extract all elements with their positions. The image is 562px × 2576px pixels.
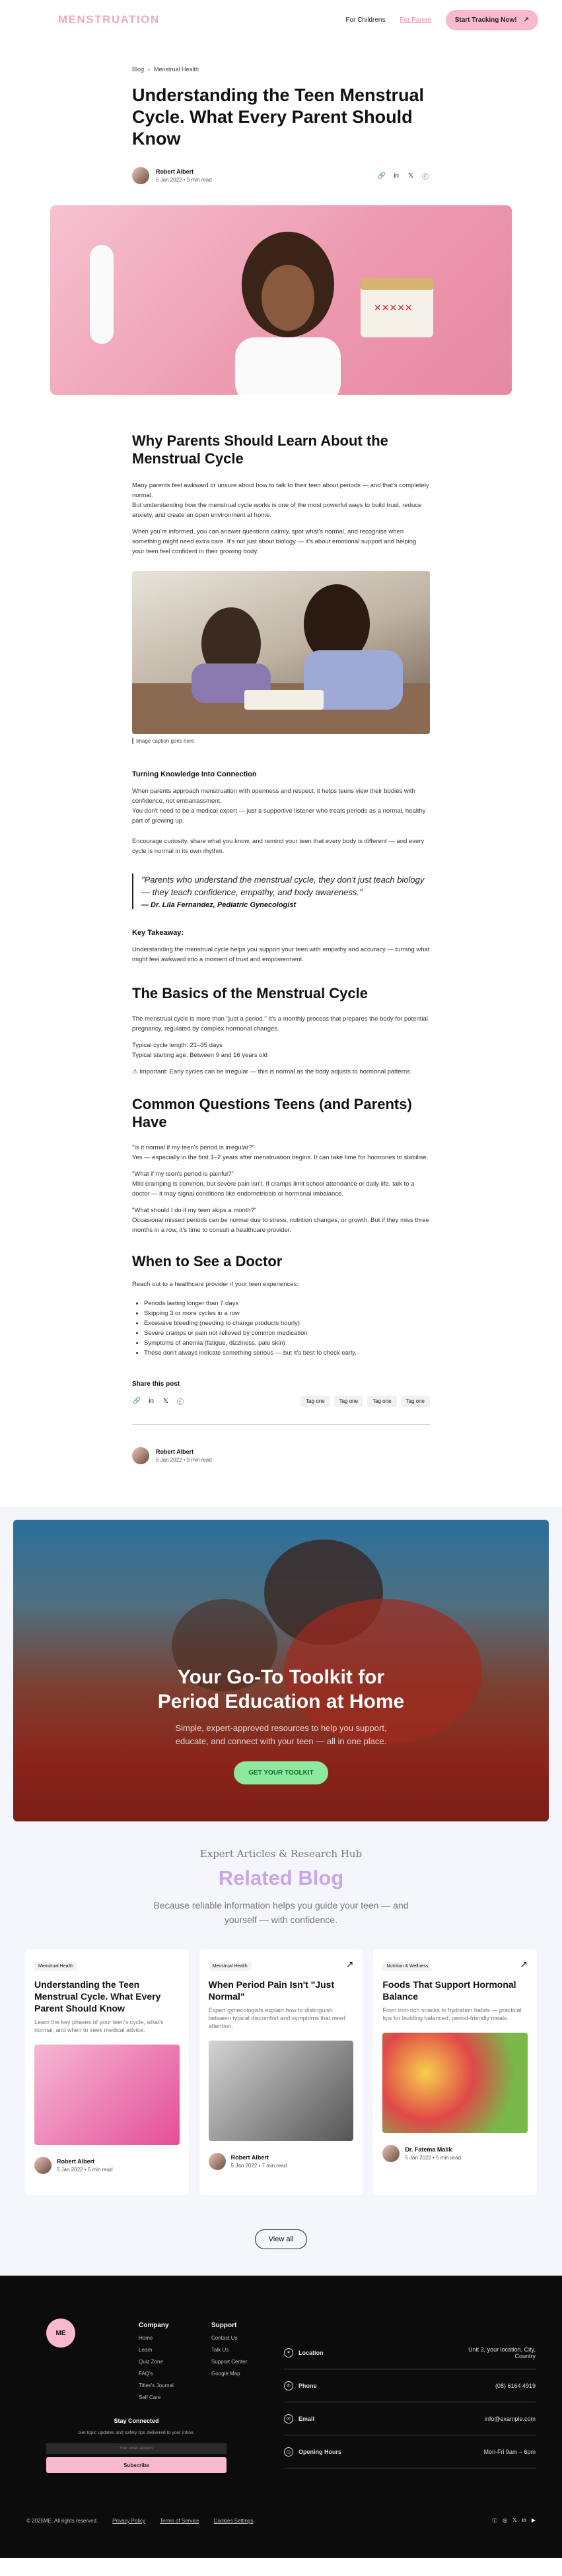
- read-time-text: 5 min read: [436, 2155, 461, 2161]
- footer-company-column: [139, 2322, 174, 2400]
- blog-card[interactable]: [199, 1949, 363, 2195]
- list-item: • Periods lasting longer than 7 days: [144, 1299, 430, 1308]
- list-item: • These don't always indicate something serious — but it's best to check early.: [144, 1348, 430, 1358]
- toolkit-banner: [13, 1520, 549, 1821]
- paragraph: But understanding how the menstrual cycle works is one of the most powerful ways to build trust, reduce anxiety, and create an open environment at home.: [132, 502, 422, 519]
- avatar: [382, 2145, 400, 2162]
- answer: Yes — especially in the first 1–2 years after menstruation begins. It can take time for hormones to stabilise.: [132, 1154, 429, 1161]
- logo[interactable]: MENSTRUATION: [58, 13, 160, 26]
- author-date: 5 Jan 2022 • 5 min read: [57, 2167, 113, 2173]
- chevron-right-icon: ›: [148, 66, 151, 73]
- start-tracking-label: Start Tracking Now!: [454, 16, 517, 24]
- paragraph: Encourage curiosity, share what you know, and remind your teen that every body is different — and every cycle is normal in its own rhythm.: [132, 838, 425, 855]
- blog-subtitle: [0, 1898, 562, 1927]
- linkedin-icon[interactable]: in: [522, 2517, 526, 2523]
- article-image: [132, 571, 430, 734]
- instagram-icon[interactable]: ◎: [503, 2517, 508, 2523]
- face-shape: [262, 265, 314, 331]
- quote-author: — Dr. Lila Fernandez, Pediatric Gynecologist: [141, 901, 297, 909]
- article-body: [0, 432, 562, 1464]
- share-icons-bottom: [132, 1397, 185, 1406]
- paragraph: Reach out to a healthcare provider if your teen experiences:: [132, 1281, 299, 1288]
- terms-link[interactable]: Terms of Service: [159, 2518, 199, 2524]
- footer-link[interactable]: Home: [139, 2335, 153, 2341]
- link-icon[interactable]: 🔗: [132, 1398, 141, 1405]
- footer-column-title: Support: [211, 2322, 237, 2329]
- card-title: Understanding the Teen Menstrual Cycle. What Every Parent Should Know: [34, 1979, 161, 2014]
- list-item: • Skipping 3 or more cycles in a row: [144, 1308, 430, 1318]
- paragraph: When you're informed, you can answer questions calmly, spot what's normal, and recognise when something might need extra care. It's not just about biology — it's about emotional support and helping your teen feel confident in their growing body.: [132, 528, 417, 555]
- answer: Mild cramping is common, but severe pain isn't. If cramps limit school attendance or daily life, talk to a doctor — it may signal conditions like endometriosis or hormonal imbalance.: [132, 1180, 415, 1198]
- facebook-icon[interactable]: ⓕ: [492, 2518, 498, 2524]
- book-shape: [244, 690, 324, 710]
- date-text: 5 Jan 2022: [57, 2167, 83, 2173]
- footer-link[interactable]: Support Center: [211, 2359, 248, 2365]
- takeaway-title: Key Takeaway:: [132, 929, 184, 937]
- tag-list: [300, 1396, 430, 1407]
- image-caption: Image caption goes here: [132, 738, 430, 744]
- author-block-bottom: [132, 1447, 430, 1464]
- share-row: [132, 1396, 430, 1407]
- footer-logo[interactable]: ME: [46, 2319, 75, 2348]
- contact-label: [284, 2414, 314, 2423]
- site-footer: [0, 2276, 562, 2558]
- footer-link[interactable]: FAQ's: [139, 2371, 153, 2377]
- toolkit-title-line: Your Go-To Toolkit for: [177, 1666, 385, 1688]
- share-label: Share this post: [132, 1380, 180, 1388]
- paragraph: Typical starting age: Between 9 and 16 years old: [132, 1052, 267, 1059]
- privacy-link[interactable]: Privacy Policy: [112, 2518, 145, 2524]
- tag[interactable]: Tag one: [300, 1396, 330, 1407]
- toolkit-sub-line: educate, and connect with your teen — all in one place.: [175, 1736, 387, 1746]
- avatar: [34, 2157, 52, 2174]
- date-text: 5 Jan 2022: [405, 2155, 431, 2161]
- question: "Is it normal if my teen's period is irregular?": [132, 1144, 254, 1151]
- footer-link[interactable]: Google Map: [211, 2371, 240, 2377]
- contact-label-text: Phone: [299, 2382, 317, 2389]
- paragraph: Understanding the menstrual cycle helps you support your teen with empathy and accuracy — turning what might feel awkward into a moment of trust and empowerment.: [132, 946, 430, 963]
- start-tracking-button[interactable]: [446, 10, 538, 30]
- contact-list: [284, 2336, 536, 2468]
- card-description: From iron-rich snacks to hydration habits — practical tips for building balanced, period-friendly meals.: [382, 2007, 522, 2021]
- card-description: Learn the key phases of your teen's cycle, what's normal, and when to seek medical advice.: [34, 2019, 164, 2033]
- arrow-up-right-icon[interactable]: ↗: [345, 1959, 354, 1969]
- list-item: • Symptoms of anemia (fatigue, dizziness, pale skin): [144, 1338, 430, 1348]
- email-icon: ✉: [284, 2414, 293, 2423]
- paragraph: When parents approach menstruation with openness and respect, it helps teens view their bodies with confidence, not embarrassment.: [132, 788, 415, 805]
- footer-support-column: [211, 2322, 247, 2377]
- footer-bottom: [26, 2517, 536, 2525]
- main-nav: [345, 10, 538, 30]
- calendar-marks: ✕✕✕✕✕: [374, 303, 413, 314]
- newsletter-note: Get topic updates and safety tips delivered to your inbox.: [78, 2431, 195, 2435]
- date-text: 5 Jan 2022: [156, 1457, 182, 1463]
- author-name: Robert Albert: [230, 2154, 269, 2161]
- contact-hours: [284, 2435, 536, 2468]
- read-time-text: 5 min read: [186, 1457, 212, 1463]
- blog-card[interactable]: [25, 1949, 189, 2195]
- shirt-shape: [235, 337, 341, 395]
- subscribe-button[interactable]: Subscribe: [46, 2457, 227, 2473]
- author-date: 5 Jan 2022 • 5 min read: [156, 177, 212, 183]
- date-text: 5 Jan 2022: [230, 2163, 258, 2169]
- social-icons: [492, 2517, 536, 2525]
- doctor-title: When to See a Doctor: [132, 1253, 283, 1270]
- avatar: [209, 2153, 226, 2170]
- nav-for-parent[interactable]: For Parent: [400, 16, 431, 24]
- footer-link[interactable]: Contact Us: [211, 2335, 238, 2341]
- avatar: [132, 167, 149, 184]
- paragraph: ⚠ Important: Early cycles can be irregular — this is normal as the body adjusts to hormonal patterns.: [132, 1068, 412, 1075]
- question: "What if my teen's period is painful?": [132, 1170, 234, 1178]
- youtube-icon[interactable]: ▶: [531, 2517, 536, 2523]
- arrow-up-right-icon[interactable]: ↗: [520, 1959, 528, 1969]
- contact-label: [284, 2348, 324, 2357]
- contact-label-text: Opening Hours: [299, 2448, 341, 2455]
- cookies-link[interactable]: Cookies Settings: [213, 2518, 254, 2524]
- blog-card[interactable]: [373, 1949, 537, 2195]
- quote-text: "Parents who understand the menstrual cycle, they don't just teach biology — they teach confidence, empathy, and body awareness.": [141, 875, 425, 897]
- facebook-icon[interactable]: ⓕ: [422, 173, 429, 181]
- clock-icon: ◷: [284, 2447, 293, 2457]
- author-name: Robert Albert: [156, 168, 194, 175]
- footer-link[interactable]: Self Care: [139, 2394, 161, 2400]
- paragraph: The menstrual cycle is more than "just a period." It's a monthly process that prepares the body for potential pregnancy, regulated by complex hormonal changes.: [132, 1015, 428, 1033]
- knowledge-title: Turning Knowledge Into Connection: [132, 770, 257, 778]
- author-date: 5 Jan 2022 • 5 min read: [405, 2155, 461, 2161]
- author-block: [132, 167, 212, 184]
- x-icon[interactable]: 𝕏: [512, 2517, 517, 2523]
- contact-value[interactable]: (08) 6164 4919: [495, 2382, 536, 2389]
- toolkit-title: [13, 1665, 549, 1714]
- card-image: [382, 2033, 528, 2133]
- page-title: Understanding the Teen Menstrual Cycle. What Every Parent Should Know: [132, 85, 425, 149]
- questions-title: Common Questions Teens (and Parents) Have: [132, 1096, 412, 1130]
- linkedin-icon[interactable]: in: [394, 172, 399, 180]
- toolkit-title-line: Period Education at Home: [157, 1691, 405, 1712]
- nav-for-childrens[interactable]: For Childrens: [345, 16, 386, 24]
- list-item: • Severe cramps or pain not relieved by common medication: [144, 1328, 430, 1338]
- date-text: 5 Jan 2022: [156, 177, 182, 183]
- card-image: [209, 2041, 354, 2141]
- card-author: [34, 2157, 180, 2174]
- basics-title: The Basics of the Menstrual Cycle: [132, 985, 368, 1001]
- article-meta: [132, 167, 430, 184]
- view-all-button[interactable]: View all: [255, 2229, 308, 2249]
- footer-link[interactable]: Talk Us: [211, 2347, 229, 2353]
- blog-sub-line: Because reliable information helps you guide your teen — and: [153, 1900, 409, 1911]
- divider: [132, 1424, 430, 1425]
- figure-illustration: [132, 571, 430, 734]
- author-name: Robert Albert: [57, 2158, 95, 2165]
- paragraph: You don't need to be a medical expert — just a supportive listener who treats periods as a normal, healthy part of growing up.: [132, 807, 426, 825]
- author-name: Robert Albert: [156, 1448, 194, 1455]
- tag[interactable]: Tag one: [334, 1396, 363, 1407]
- doctor-list: [144, 1299, 430, 1358]
- card-title: When Period Pain Isn't "Just Normal": [208, 1979, 335, 2002]
- read-time-text: 5 min read: [87, 2167, 113, 2173]
- author-name: Dr. Fatema Malik: [405, 2146, 452, 2153]
- x-icon[interactable]: 𝕏: [407, 172, 414, 180]
- footer-link[interactable]: Titles's Journal: [139, 2383, 174, 2389]
- list-item: • Excessive bleeding (needing to change products hourly): [144, 1318, 430, 1328]
- card-image: [34, 2045, 180, 2145]
- footer-link[interactable]: Quiz Zone: [139, 2359, 163, 2365]
- card-author: [382, 2145, 528, 2162]
- toolkit-content: [13, 1665, 549, 1784]
- question: "What should I do if my teen skips a month?": [132, 1207, 257, 1214]
- card-title: Foods That Support Hormonal Balance: [382, 1979, 516, 2002]
- contact-phone: [284, 2369, 536, 2402]
- x-icon[interactable]: 𝕏: [162, 1398, 169, 1405]
- read-time-text: 5 min read: [186, 177, 212, 183]
- card-description: Expert gynecologists explain how to distinguish between typical discomfort and symptoms that need attention.: [208, 2007, 345, 2029]
- category-badge: Nutrition & Wellness: [382, 1962, 432, 1971]
- blog-title: Related Blog: [218, 1866, 344, 1889]
- share-icons: [377, 171, 430, 180]
- card-author: [209, 2153, 354, 2170]
- contact-email: [284, 2402, 536, 2435]
- author-date: 5 Jan 2022 • 7 min read: [230, 2163, 287, 2169]
- facebook-icon[interactable]: ⓕ: [177, 1399, 184, 1406]
- newsletter-email-input[interactable]: [46, 2443, 227, 2454]
- toolkit-sub-line: Simple, expert-approved resources to help you support,: [175, 1723, 387, 1733]
- breadcrumb: [132, 66, 430, 73]
- calendar-top: [361, 278, 433, 290]
- category-badge: Menstrual Health: [34, 1962, 77, 1971]
- paragraph: Typical cycle length: 21–35 days: [132, 1042, 223, 1049]
- answer: Occasional missed periods can be normal due to stress, nutrition changes, or growth. But if they miss three months in a row, it's time to consult a healthcare provider.: [132, 1217, 429, 1234]
- contact-location: [284, 2336, 536, 2369]
- copyright: © 2025ME. All rights reserved.: [26, 2518, 98, 2524]
- contact-label-text: Location: [299, 2349, 324, 2356]
- author-date: 5 Jan 2022 • 5 min read: [156, 1457, 212, 1463]
- phone-icon: ✆: [284, 2381, 293, 2390]
- site-header: [0, 0, 562, 40]
- category-badge: Menstrual Health: [209, 1962, 252, 1971]
- blog-cards: [25, 1949, 537, 2195]
- arrow-up-right-icon: ↗: [523, 16, 529, 24]
- stay-connected-title: Stay Connected: [114, 2418, 159, 2424]
- article-header: [0, 40, 562, 184]
- toolkit-subtitle: [13, 1722, 549, 1748]
- tag[interactable]: Tag one: [367, 1396, 396, 1407]
- location-icon: ⌖: [284, 2348, 293, 2357]
- contact-label: [284, 2381, 317, 2390]
- related-blog-section: [0, 1821, 562, 2276]
- section-why-title: Why Parents Should Learn About the Menstrual Cycle: [132, 432, 388, 467]
- legal-links: [26, 2518, 254, 2524]
- breadcrumb-category[interactable]: Menstrual Health: [154, 66, 199, 73]
- avatar: [132, 1447, 149, 1464]
- pad-shape: [90, 245, 114, 344]
- contact-value: Mon-Fri 9am – 6pm: [483, 2448, 536, 2455]
- contact-value[interactable]: info@example.com: [484, 2415, 536, 2422]
- footer-column-title: Company: [139, 2322, 169, 2329]
- link-icon[interactable]: 🔗: [377, 172, 386, 180]
- read-time-text: 7 min read: [262, 2163, 287, 2169]
- blockquote: [132, 873, 430, 909]
- get-toolkit-button[interactable]: GET YOUR TOOLKIT: [234, 1761, 328, 1784]
- contact-label: [284, 2447, 341, 2457]
- hero-illustration: [50, 205, 512, 395]
- blog-sub-line: yourself — with confidence.: [224, 1915, 338, 1925]
- hero-image: [50, 205, 512, 395]
- tag[interactable]: Tag one: [401, 1396, 430, 1407]
- breadcrumb-blog[interactable]: Blog: [132, 66, 145, 73]
- paragraph: Many parents feel awkward or unsure about how to talk to their teen about periods — and that's completely normal.: [132, 482, 429, 499]
- contact-label-text: Email: [299, 2415, 315, 2422]
- footer-link[interactable]: Learn: [139, 2347, 153, 2353]
- blog-kicker: Expert Articles & Research Hub: [199, 1848, 363, 1860]
- linkedin-icon[interactable]: in: [149, 1398, 154, 1405]
- contact-value: Unit 3, your location, City, Country: [468, 2346, 536, 2359]
- toolkit-section: [0, 1507, 562, 1821]
